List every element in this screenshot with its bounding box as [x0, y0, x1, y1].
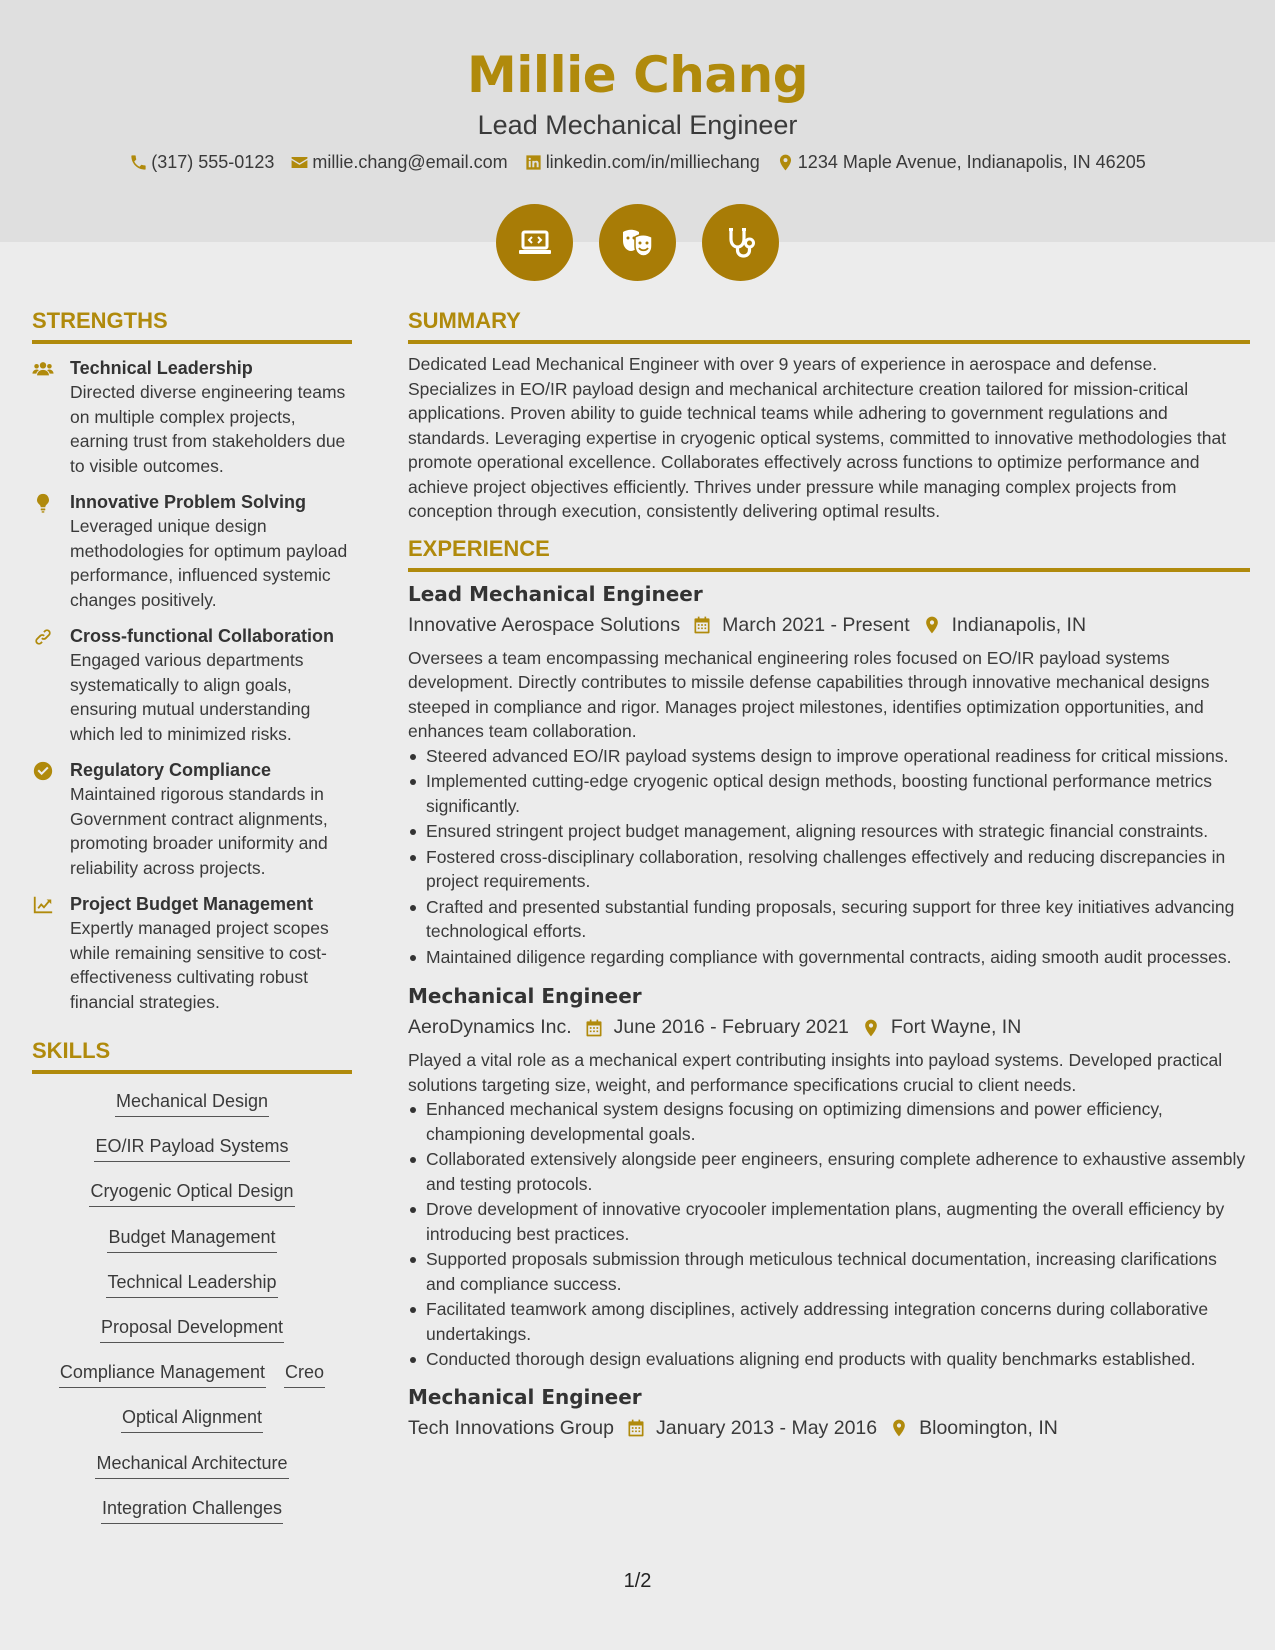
strength-title: Regulatory Compliance: [70, 760, 272, 780]
map-marker-icon: [776, 153, 795, 172]
job-role: Mechanical Engineer: [408, 1384, 642, 1409]
list-item: Ensured stringent project budget management, aligning resources with strategic financial constraints.: [408, 819, 1250, 844]
strength-desc: Directed diverse engineering teams on multiple complex projects, earning trust from stakeholders due to visible outcomes.: [70, 382, 346, 476]
skill-row: [115, 1088, 269, 1133]
list-item: Maintained diligence regarding compliance with governmental contracts, aiding smooth audit processes.: [408, 945, 1250, 970]
skill-tag: Creo: [284, 1359, 325, 1388]
job-dates: March 2021 - Present: [722, 613, 910, 636]
skill-tag: Compliance Management: [59, 1359, 266, 1388]
candidate-name: Millie Chang: [466, 46, 809, 104]
skills-heading: SKILLS: [32, 1038, 352, 1074]
skill-row: [94, 1133, 289, 1178]
skill-row: [107, 1224, 276, 1269]
job-company: Innovative Aerospace Solutions: [408, 613, 681, 636]
linkedin-icon: [524, 153, 543, 172]
right-column: [408, 308, 1250, 1442]
lightbulb-icon: [32, 492, 54, 514]
skill-row: [100, 1314, 284, 1359]
strength-desc: Leveraged unique design methodologies for optimum payload performance, influenced systemic changes positively.: [70, 516, 348, 610]
strength-item: [32, 356, 352, 478]
interest-icons: [0, 204, 1275, 281]
phone-icon: [129, 153, 148, 172]
theater-masks-icon: [599, 204, 676, 281]
laptop-code-icon: [496, 204, 573, 281]
link-icon: [32, 626, 54, 648]
summary-text: Dedicated Lead Mechanical Engineer with over 9 years of experience in aerospace and defense. Specializes in EO/IR payload design and mechanical architecture creation tailored for mission-critical applications. Proven ability to guide technical teams while adhering to government regulations and standards. Leveraging expertise in cryogenic optical systems, committed to innovative methodologies that promote operational excellence. Collaborates effectively across functions to optimize performance and achieve project objectives efficiently. Thrives under pressure while managing complex projects from conception through execution, consistently delivering optimal results.: [408, 354, 1227, 521]
skill-tag: Technical Leadership: [106, 1269, 277, 1298]
skill-row: [95, 1450, 288, 1495]
list-item: Supported proposals submission through meticulous technical documentation, increasing clarifications and compliance success.: [408, 1247, 1250, 1296]
job-location: Indianapolis, IN: [951, 613, 1087, 636]
list-item: Facilitated teamwork among disciplines, actively addressing integration concerns during collaborative undertakings.: [408, 1297, 1250, 1346]
users-icon: [32, 358, 54, 380]
contact-linkedin[interactable]: [524, 152, 760, 173]
strength-item: [32, 624, 352, 746]
contact-phone[interactable]: [129, 152, 274, 173]
chart-line-icon: [32, 894, 54, 916]
strength-item: [32, 892, 352, 1014]
stethoscope-icon: [702, 204, 779, 281]
experience-heading: EXPERIENCE: [408, 536, 1250, 572]
job-bullets: [408, 744, 1250, 970]
contact-email[interactable]: [290, 152, 507, 173]
map-marker-icon: [922, 615, 942, 635]
skill-tag: Cryogenic Optical Design: [89, 1178, 294, 1207]
calendar-icon: [692, 615, 712, 635]
job-role: Mechanical Engineer: [408, 984, 642, 1008]
skill-tag: Budget Management: [107, 1224, 276, 1253]
map-marker-icon: [889, 1418, 909, 1438]
job-company: AeroDynamics Inc.: [408, 1016, 572, 1038]
envelope-icon: [290, 153, 309, 172]
skill-tag: Optical Alignment: [121, 1404, 263, 1433]
candidate-title: Lead Mechanical Engineer: [477, 110, 798, 140]
left-column: [32, 308, 352, 1540]
job-dates: January 2013 - May 2016: [655, 1416, 878, 1439]
skill-tag: Proposal Development: [100, 1314, 284, 1343]
list-item: Crafted and presented substantial funding proposals, securing support for three key initiatives advancing technological efforts.: [408, 895, 1250, 944]
job-description: Oversees a team encompassing mechanical engineering roles focused on EO/IR payload systems development. Directly contributes to missile defense capabilities through innovative mechanical designs steeped in compliance and rigor. Manages project milestones, identifies optimization opportunities, and enhances team collaboration.: [408, 647, 1210, 741]
skill-row: [106, 1269, 277, 1314]
skill-tag: Integration Challenges: [101, 1495, 283, 1524]
calendar-icon: [584, 1018, 604, 1038]
job-location: Bloomington, IN: [919, 1416, 1058, 1439]
strength-title: Technical Leadership: [70, 358, 253, 378]
calendar-icon: [626, 1418, 646, 1438]
map-marker-icon: [861, 1018, 881, 1038]
list-item: Fostered cross-disciplinary collaboration, resolving challenges effectively and reducing discrepancies in project requirements.: [408, 845, 1250, 894]
check-circle-icon: [32, 760, 54, 782]
job-meta: [408, 1415, 1250, 1442]
job-dates: June 2016 - February 2021: [613, 1016, 849, 1038]
strength-item: [32, 490, 352, 612]
contact-linkedin-text: linkedin.com/in/milliechang: [545, 152, 760, 172]
list-item: Enhanced mechanical system designs focusing on optimizing dimensions and power efficiency, championing developmental goals.: [408, 1097, 1250, 1146]
strength-title: Innovative Problem Solving: [70, 492, 307, 512]
skill-row: [101, 1495, 283, 1540]
job-role: Lead Mechanical Engineer: [408, 581, 703, 606]
list-item: Steered advanced EO/IR payload systems design to improve operational readiness for critical missions.: [408, 744, 1250, 769]
list-item: Collaborated extensively alongside peer engineers, ensuring complete adherence to exhaustive assembly and testing protocols.: [408, 1147, 1250, 1196]
page-indicator: 1/2: [623, 1570, 652, 1592]
job-description: Played a vital role as a mechanical expert contributing insights into payload systems. Developed practical solutions targeting size, weight, and performance specifications crucial to client needs.: [408, 1050, 1223, 1095]
contact-email-text: millie.chang@email.com: [312, 152, 508, 172]
skill-row: [89, 1178, 294, 1223]
skill-row: [121, 1404, 263, 1449]
strength-desc: Expertly managed project scopes while remaining sensitive to cost-effectiveness cultivating robust financial strategies.: [70, 918, 329, 1012]
job-meta: [408, 1014, 1250, 1041]
contact-address: [776, 152, 1146, 173]
strength-desc: Engaged various departments systematically to align goals, ensuring mutual understanding which led to minimized risks.: [70, 650, 311, 744]
skill-tag: Mechanical Architecture: [95, 1450, 288, 1479]
skill-tag: Mechanical Design: [115, 1088, 269, 1117]
contact-bar: [0, 152, 1275, 173]
job-company: Tech Innovations Group: [408, 1416, 614, 1439]
list-item: Implemented cutting-edge cryogenic optical design methods, boosting functional performance metrics significantly.: [408, 769, 1250, 818]
list-item: Drove development of innovative cryocooler implementation plans, augmenting the overall efficiency by introducing best practices.: [408, 1197, 1250, 1246]
contact-address-text: 1234 Maple Avenue, Indianapolis, IN 46205: [797, 152, 1146, 172]
strength-desc: Maintained rigorous standards in Government contract alignments, promoting broader uniformity and reliability across projects.: [70, 784, 328, 878]
skill-tag: EO/IR Payload Systems: [94, 1133, 289, 1162]
job-location: Fort Wayne, IN: [890, 1016, 1022, 1038]
skills-list: [32, 1088, 352, 1540]
list-item: Conducted thorough design evaluations aligning end products with quality benchmarks established.: [408, 1347, 1250, 1372]
contact-phone-text: (317) 555-0123: [151, 152, 275, 172]
summary-heading: SUMMARY: [408, 308, 1250, 344]
job-bullets: [408, 1097, 1250, 1372]
job-meta: [408, 612, 1250, 639]
strengths-heading: STRENGTHS: [32, 308, 352, 344]
strength-title: Cross-functional Collaboration: [70, 626, 335, 646]
strength-item: [32, 758, 352, 880]
strength-title: Project Budget Management: [70, 894, 314, 914]
skill-row: [59, 1359, 325, 1404]
